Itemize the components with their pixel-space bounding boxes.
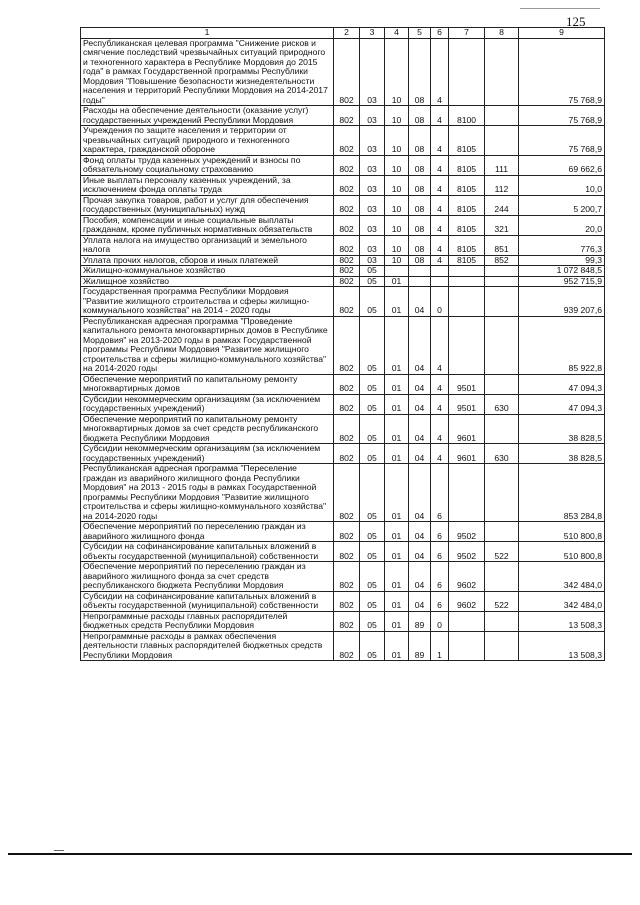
code-subprogram: 4 [431, 444, 449, 464]
code-subprogram: 4 [431, 316, 449, 374]
code-program: 04 [409, 591, 431, 611]
code-section: 05 [360, 591, 385, 611]
code-expense-type: 522 [485, 591, 519, 611]
row-amount: 1 072 848,5 [519, 266, 605, 277]
code-subsection: 01 [385, 542, 409, 562]
code-target: 9601 [449, 414, 485, 444]
code-admin: 802 [334, 215, 360, 235]
code-subsection: 01 [385, 611, 409, 631]
row-name: Жилищно-коммунальное хозяйство [81, 266, 334, 277]
code-target: 8105 [449, 175, 485, 195]
code-program [409, 266, 431, 277]
code-admin: 802 [334, 106, 360, 126]
code-expense-type: 522 [485, 542, 519, 562]
code-expense-type [485, 276, 519, 287]
code-admin: 802 [334, 38, 360, 106]
row-name: Непрограммные расходы в рамках обеспечения деятельности главных распорядителей бюджетных средств Республики Мордовия [81, 631, 334, 661]
code-admin: 802 [334, 414, 360, 444]
code-admin: 802 [334, 276, 360, 287]
code-subprogram [431, 276, 449, 287]
row-name: Республиканская адресная программа "Проведение капитального ремонта многоквартирных домов в Республике Мордовия" на 2013-2020 годы в рамках Государственной программы Республики Мордовия "Развитие жилищного строительства и сферы жилищно-коммунального хозяйства" на 2014-2020 годы [81, 316, 334, 374]
row-name: Субсидии некоммерческим организациям (за исключением государственных учреждений) [81, 394, 334, 414]
code-expense-type: 630 [485, 394, 519, 414]
table-row [81, 126, 605, 156]
code-subsection: 10 [385, 126, 409, 156]
code-target: 8105 [449, 215, 485, 235]
code-subprogram: 4 [431, 374, 449, 394]
code-subsection: 10 [385, 106, 409, 126]
table-row [81, 591, 605, 611]
code-section: 03 [360, 175, 385, 195]
code-expense-type: 112 [485, 175, 519, 195]
table-row [81, 38, 605, 106]
code-expense-type: 244 [485, 195, 519, 215]
footer-rule [8, 853, 632, 855]
table-body [81, 38, 605, 661]
row-amount: 47 094,3 [519, 374, 605, 394]
table-row [81, 522, 605, 542]
code-admin: 802 [334, 591, 360, 611]
code-subsection: 10 [385, 255, 409, 266]
code-admin: 802 [334, 611, 360, 631]
code-target: 9502 [449, 522, 485, 542]
code-program [409, 276, 431, 287]
code-subsection: 10 [385, 175, 409, 195]
code-subprogram: 1 [431, 631, 449, 661]
column-header: 5 [409, 28, 431, 39]
column-header: 8 [485, 28, 519, 39]
code-program: 08 [409, 255, 431, 266]
code-subsection: 01 [385, 374, 409, 394]
code-admin: 802 [334, 235, 360, 255]
code-subsection: 10 [385, 215, 409, 235]
code-section: 03 [360, 126, 385, 156]
row-amount: 853 284,8 [519, 464, 605, 522]
code-expense-type [485, 374, 519, 394]
code-admin: 802 [334, 444, 360, 464]
code-subprogram [431, 266, 449, 277]
code-target: 8105 [449, 255, 485, 266]
table-row [81, 215, 605, 235]
code-subprogram: 0 [431, 611, 449, 631]
code-program: 04 [409, 287, 431, 317]
code-target [449, 611, 485, 631]
table-row [81, 155, 605, 175]
row-amount: 75 768,9 [519, 38, 605, 106]
code-expense-type: 630 [485, 444, 519, 464]
code-program: 08 [409, 38, 431, 106]
row-amount: 342 484,0 [519, 591, 605, 611]
row-amount: 69 662,6 [519, 155, 605, 175]
column-header: 7 [449, 28, 485, 39]
code-program: 08 [409, 235, 431, 255]
column-header: 4 [385, 28, 409, 39]
row-name: Пособия, компенсации и иные социальные выплаты гражданам, кроме публичных нормативных обязательств [81, 215, 334, 235]
row-amount: 99,3 [519, 255, 605, 266]
code-subsection: 01 [385, 631, 409, 661]
code-subprogram: 4 [431, 195, 449, 215]
table-row [81, 374, 605, 394]
code-subprogram: 4 [431, 215, 449, 235]
code-program: 04 [409, 542, 431, 562]
code-section: 03 [360, 38, 385, 106]
code-subsection: 01 [385, 276, 409, 287]
row-name: Субсидии на софинансирование капитальных вложений в объекты государственной (муниципальной) собственности [81, 542, 334, 562]
code-subsection: 01 [385, 287, 409, 317]
code-expense-type [485, 38, 519, 106]
row-name: Прочая закупка товаров, работ и услуг для обеспечения государственных (муниципальных) нужд [81, 195, 334, 215]
code-admin: 802 [334, 631, 360, 661]
code-section: 05 [360, 444, 385, 464]
code-admin: 802 [334, 126, 360, 156]
code-program: 89 [409, 611, 431, 631]
code-expense-type [485, 316, 519, 374]
code-section: 03 [360, 255, 385, 266]
budget-table [80, 27, 605, 661]
code-subsection: 01 [385, 444, 409, 464]
code-target: 8105 [449, 126, 485, 156]
code-program: 04 [409, 522, 431, 542]
column-header: 1 [81, 28, 334, 39]
code-admin: 802 [334, 394, 360, 414]
code-program: 08 [409, 126, 431, 156]
code-expense-type: 851 [485, 235, 519, 255]
row-amount: 75 768,9 [519, 126, 605, 156]
code-subsection: 01 [385, 562, 409, 592]
table-row [81, 235, 605, 255]
code-subsection: 10 [385, 38, 409, 106]
row-amount: 13 508,3 [519, 631, 605, 661]
code-section: 03 [360, 215, 385, 235]
code-target: 9602 [449, 591, 485, 611]
row-name: Обеспечение мероприятий по переселению граждан из аварийного жилищного фонда [81, 522, 334, 542]
code-admin: 802 [334, 374, 360, 394]
table-row [81, 195, 605, 215]
code-target: 9601 [449, 444, 485, 464]
code-section: 03 [360, 106, 385, 126]
top-rule [520, 8, 600, 9]
code-subsection [385, 266, 409, 277]
code-target: 8100 [449, 106, 485, 126]
row-amount: 342 484,0 [519, 562, 605, 592]
code-admin: 802 [334, 155, 360, 175]
code-subprogram: 6 [431, 522, 449, 542]
code-expense-type [485, 126, 519, 156]
code-target [449, 38, 485, 106]
code-target [449, 287, 485, 317]
code-target: 8105 [449, 235, 485, 255]
code-target: 9501 [449, 374, 485, 394]
code-target: 9602 [449, 562, 485, 592]
code-subprogram: 4 [431, 106, 449, 126]
table-row [81, 444, 605, 464]
row-amount: 13 508,3 [519, 611, 605, 631]
code-expense-type [485, 464, 519, 522]
code-section: 05 [360, 611, 385, 631]
code-program: 08 [409, 175, 431, 195]
code-admin: 802 [334, 175, 360, 195]
code-section: 05 [360, 266, 385, 277]
row-name: Субсидии некоммерческим организациям (за исключением государственных учреждений) [81, 444, 334, 464]
code-subsection: 01 [385, 591, 409, 611]
code-subprogram: 6 [431, 542, 449, 562]
code-section: 05 [360, 631, 385, 661]
code-subsection: 01 [385, 316, 409, 374]
row-amount: 510 800,8 [519, 522, 605, 542]
code-target [449, 316, 485, 374]
code-section: 05 [360, 542, 385, 562]
row-name: Обеспечение мероприятий по переселению граждан из аварийного жилищного фонда за счет средств республиканского бюджета Республики Мордовия [81, 562, 334, 592]
code-section: 05 [360, 522, 385, 542]
code-program: 04 [409, 464, 431, 522]
table-row [81, 414, 605, 444]
row-amount: 510 800,8 [519, 542, 605, 562]
row-name: Уплата прочих налогов, сборов и иных платежей [81, 255, 334, 266]
row-amount: 20,0 [519, 215, 605, 235]
code-admin: 802 [334, 266, 360, 277]
code-admin: 802 [334, 316, 360, 374]
code-section: 03 [360, 155, 385, 175]
table-row [81, 464, 605, 522]
code-section: 05 [360, 562, 385, 592]
code-target [449, 266, 485, 277]
code-program: 04 [409, 316, 431, 374]
code-program: 04 [409, 562, 431, 592]
row-amount: 952 715,9 [519, 276, 605, 287]
table-row [81, 266, 605, 277]
row-name: Обеспечение мероприятий по капитальному ремонту многоквартирных домов за счет средств республиканского бюджета Республики Мордовия [81, 414, 334, 444]
table-row [81, 276, 605, 287]
code-expense-type [485, 562, 519, 592]
row-name: Иные выплаты персоналу казенных учреждений, за исключением фонда оплаты труда [81, 175, 334, 195]
column-header: 9 [519, 28, 605, 39]
table-row [81, 611, 605, 631]
code-expense-type [485, 414, 519, 444]
row-amount: 10,0 [519, 175, 605, 195]
code-target [449, 631, 485, 661]
page-number: 125 [566, 14, 586, 29]
code-subprogram: 0 [431, 287, 449, 317]
code-target [449, 464, 485, 522]
code-program: 08 [409, 195, 431, 215]
column-header: 6 [431, 28, 449, 39]
code-expense-type [485, 611, 519, 631]
code-subprogram: 6 [431, 591, 449, 611]
code-section: 05 [360, 464, 385, 522]
code-section: 03 [360, 195, 385, 215]
row-name: Учреждения по защите населения и территории от чрезвычайных ситуаций природного и техногенного характера, гражданской обороне [81, 126, 334, 156]
code-subprogram: 4 [431, 235, 449, 255]
code-subsection: 01 [385, 522, 409, 542]
code-program: 08 [409, 215, 431, 235]
code-section: 03 [360, 235, 385, 255]
code-subsection: 10 [385, 155, 409, 175]
code-subprogram: 6 [431, 464, 449, 522]
code-program: 04 [409, 374, 431, 394]
code-expense-type [485, 106, 519, 126]
code-target: 9501 [449, 394, 485, 414]
code-subsection: 10 [385, 195, 409, 215]
code-subprogram: 4 [431, 394, 449, 414]
code-expense-type [485, 266, 519, 277]
row-amount: 47 094,3 [519, 394, 605, 414]
row-name: Обеспечение мероприятий по капитальному ремонту многоквартирных домов [81, 374, 334, 394]
code-subprogram: 4 [431, 155, 449, 175]
code-section: 05 [360, 316, 385, 374]
code-subprogram: 4 [431, 38, 449, 106]
code-subprogram: 6 [431, 562, 449, 592]
row-amount: 75 768,9 [519, 106, 605, 126]
column-header: 2 [334, 28, 360, 39]
code-admin: 802 [334, 562, 360, 592]
row-name: Расходы на обеспечение деятельности (оказание услуг) государственных учреждений Республики Мордовия [81, 106, 334, 126]
header-row [81, 28, 605, 39]
table-row [81, 394, 605, 414]
code-expense-type: 852 [485, 255, 519, 266]
code-section: 05 [360, 414, 385, 444]
code-program: 08 [409, 106, 431, 126]
row-name: Субсидии на софинансирование капитальных вложений в объекты государственной (муниципальной) собственности [81, 591, 334, 611]
footer-mark [54, 850, 64, 851]
code-program: 89 [409, 631, 431, 661]
row-name: Государственная программа Республики Мордовия "Развитие жилищного строительства и сферы жилищно-коммунального хозяйства" на 2014 - 2020 годы [81, 287, 334, 317]
row-amount: 38 828,5 [519, 414, 605, 444]
code-program: 04 [409, 444, 431, 464]
code-expense-type: 111 [485, 155, 519, 175]
code-subsection: 10 [385, 235, 409, 255]
code-target [449, 276, 485, 287]
table-row [81, 287, 605, 317]
row-name: Жилищное хозяйство [81, 276, 334, 287]
code-admin: 802 [334, 287, 360, 317]
row-name: Уплата налога на имущество организаций и земельного налога [81, 235, 334, 255]
code-program: 04 [409, 414, 431, 444]
code-admin: 802 [334, 522, 360, 542]
code-section: 05 [360, 287, 385, 317]
code-admin: 802 [334, 255, 360, 266]
row-name: Республиканская адресная программа "Переселение граждан из аварийного жилищного фонда Республики Мордовия" на 2013 - 2015 годы в рамках Государственной программы Республики Мордовия "Развитие жилищного строительства и сферы жилищно-коммунального хозяйства" на 2014-2020 годы [81, 464, 334, 522]
code-subprogram: 4 [431, 126, 449, 156]
row-amount: 776,3 [519, 235, 605, 255]
code-target: 9502 [449, 542, 485, 562]
row-amount: 38 828,5 [519, 444, 605, 464]
code-target: 8105 [449, 155, 485, 175]
table-row [81, 175, 605, 195]
code-section: 05 [360, 374, 385, 394]
code-subprogram: 4 [431, 175, 449, 195]
table-row [81, 255, 605, 266]
code-subsection: 01 [385, 394, 409, 414]
column-header: 3 [360, 28, 385, 39]
row-amount: 85 922,8 [519, 316, 605, 374]
code-expense-type [485, 522, 519, 542]
row-amount: 5 200,7 [519, 195, 605, 215]
code-expense-type [485, 287, 519, 317]
code-subsection: 01 [385, 414, 409, 444]
code-admin: 802 [334, 542, 360, 562]
code-target: 8105 [449, 195, 485, 215]
code-program: 08 [409, 155, 431, 175]
row-name: Республиканская целевая программа "Снижение рисков и смягчение последствий чрезвычайных ситуаций природного и техногенного характера в Республике Мордовия до 2015 года" в рамках Государственной программы Республики Мордовия "Повышение безопасности жизнедеятельности населения и территорий Республики Мордовия на 2014-2017 годы" [81, 38, 334, 106]
table-row [81, 562, 605, 592]
code-subprogram: 4 [431, 255, 449, 266]
code-section: 05 [360, 276, 385, 287]
code-section: 05 [360, 394, 385, 414]
table-row [81, 542, 605, 562]
code-expense-type: 321 [485, 215, 519, 235]
code-subprogram: 4 [431, 414, 449, 444]
code-admin: 802 [334, 464, 360, 522]
table-row [81, 631, 605, 661]
code-program: 04 [409, 394, 431, 414]
table-row [81, 316, 605, 374]
code-expense-type [485, 631, 519, 661]
row-amount: 939 207,6 [519, 287, 605, 317]
row-name: Фонд оплаты труда казенных учреждений и взносы по обязательному социальному страхованию [81, 155, 334, 175]
table-row [81, 106, 605, 126]
code-admin: 802 [334, 195, 360, 215]
row-name: Непрограммные расходы главных распорядителей бюджетных средств Республики Мордовия [81, 611, 334, 631]
code-subsection: 01 [385, 464, 409, 522]
